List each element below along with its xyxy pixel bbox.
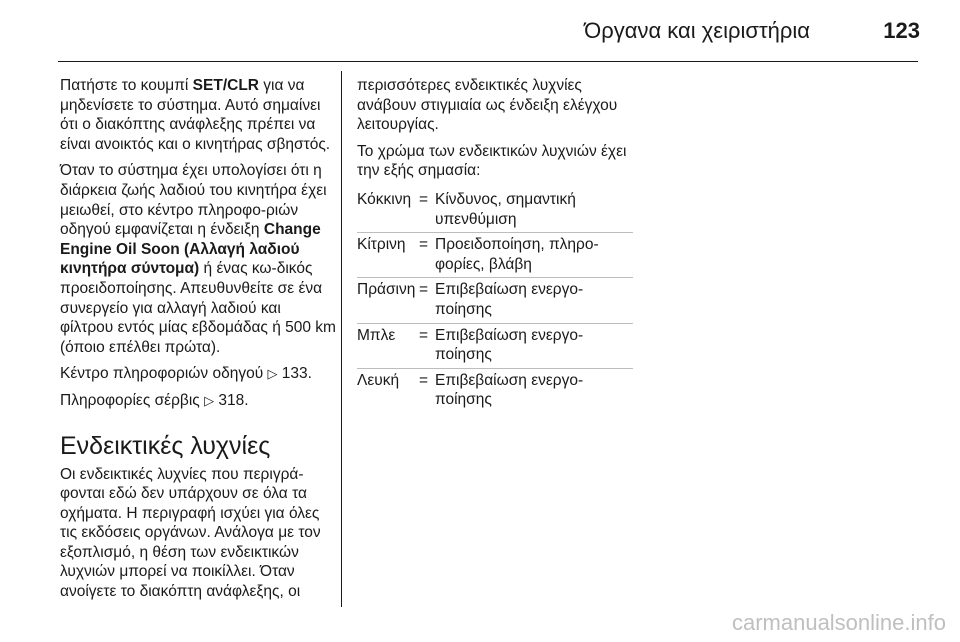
meaning-line: Επιβεβαίωση ενεργο- [435, 326, 584, 344]
header-divider [58, 61, 918, 62]
color-name: Λευκή [357, 371, 400, 389]
color-meaning [435, 280, 633, 319]
cross-reference-text: Πληροφορίες σέρβις [60, 391, 205, 409]
meaning-line-cont: ποίησης [435, 391, 492, 409]
cross-reference-page: 318 [218, 391, 245, 409]
page-reference-arrow-icon: ▷ [267, 366, 278, 382]
text-span: Πατήστε το κουμπί [60, 77, 193, 94]
paragraph-reset-instructions [60, 76, 336, 154]
text-span: Όταν το σύστημα έχει υπολογίσει ότι η διάρκεια ζωής λαδιού του κινητήρα έχει μειωθεί, στο κέντρο πληροφο-ριών οδηγού εμφανίζεται η ένδειξη [60, 162, 327, 239]
color-meaning-table [357, 188, 633, 413]
section-heading-warning-lights: Ενδεικτικές λυχνίες [60, 431, 271, 460]
color-name: Κόκκινη [357, 190, 412, 208]
text-span: ή ένας κω-δικός προειδοποίησης. Απευθυνθείτε σε ένα συνεργείο για αλλαγή λαδιού και φίλτρου εντός μίας εβδομάδας ή 500 km (όποιο επέλθει πρώτα). [60, 260, 336, 356]
set-clr-label: SET/CLR [192, 77, 259, 94]
meaning-line: Κίνδυνος, σημαντική [435, 190, 576, 208]
watermark: carmanualsonline.info [731, 610, 946, 635]
meaning-line-cont: υπενθύμιση [435, 210, 517, 228]
right-column [357, 76, 633, 413]
meaning-line-cont: ποίησης [435, 346, 492, 364]
color-meaning [435, 190, 633, 229]
equals-sign: = [419, 190, 429, 208]
paragraph-lights-check: περισσότερες ενδεικτικές λυχνίες ανάβουν στιγμιαία ως ένδειξη ελέγχου λειτουργίας. [357, 77, 618, 134]
cross-reference-page: 133 [281, 365, 308, 383]
color-name: Κίτρινη [357, 236, 406, 254]
meaning-line-cont: φορίες, βλάβη [435, 255, 532, 273]
oil-change-message-label: Change Engine Oil Soon (Αλλαγή λαδιού κινητήρα σύντομα) [60, 221, 321, 278]
meaning-line: Επιβεβαίωση ενεργο- [435, 281, 584, 299]
paragraph-oil-change-message [60, 161, 336, 357]
page-number: 123 [883, 18, 920, 43]
color-meaning [435, 326, 633, 365]
color-name: Πράσινη [357, 281, 416, 299]
table-row [357, 324, 633, 369]
table-row [357, 369, 633, 413]
page-reference-arrow-icon: ▷ [204, 392, 215, 408]
meaning-line: Προειδοποίηση, πληρο- [435, 236, 599, 254]
column-divider [341, 71, 342, 607]
text-span: για να μηδενίσετε το σύστημα. Αυτό σημαίνει ότι ο διακόπτης ανάφλεξης πρέπει να είναι ανοικτός και ο κινητήρας σβηστός. [60, 77, 331, 153]
equals-sign: = [419, 236, 429, 254]
page-header-title: Όργανα και χειριστήρια [584, 18, 810, 43]
table-row [357, 278, 633, 323]
meaning-line: Επιβεβαίωση ενεργο- [435, 371, 584, 389]
table-row [357, 233, 633, 278]
color-meaning [435, 371, 633, 410]
color-name: Μπλε [357, 326, 396, 344]
equals-sign: = [419, 326, 429, 344]
equals-sign: = [419, 371, 429, 389]
color-meaning [435, 235, 633, 274]
equals-sign: = [419, 281, 429, 299]
cross-reference-text: Κέντρο πληροφοριών οδηγού [60, 365, 268, 383]
cross-reference-driver-info[interactable]: Κέντρο πληροφοριών οδηγού ▷ 133. [60, 365, 312, 383]
meaning-line-cont: ποίησης [435, 300, 492, 318]
cross-reference-service-info[interactable]: Πληροφορίες σέρβις ▷ 318. [60, 391, 249, 409]
paragraph-color-meaning: Το χρώμα των ενδεικτικών λυχνιών έχει την εξής σημασία: [357, 142, 627, 180]
table-row [357, 188, 633, 233]
left-column [60, 76, 336, 609]
paragraph-warning-lights-intro: Οι ενδεικτικές λυχνίες που περιγρά-φονται εδώ δεν υπάρχουν σε όλα τα οχήματα. Η περιγραφή ισχύει για όλες τις εκδόσεις οργάνων. Ανάλογα με τον εξοπλισμό, η θέση των ενδεικτικών λυχνιών μπορεί να ποικίλλει. Όταν ανοίγετε το διακόπτη ανάφλεξης, οι [60, 465, 321, 601]
